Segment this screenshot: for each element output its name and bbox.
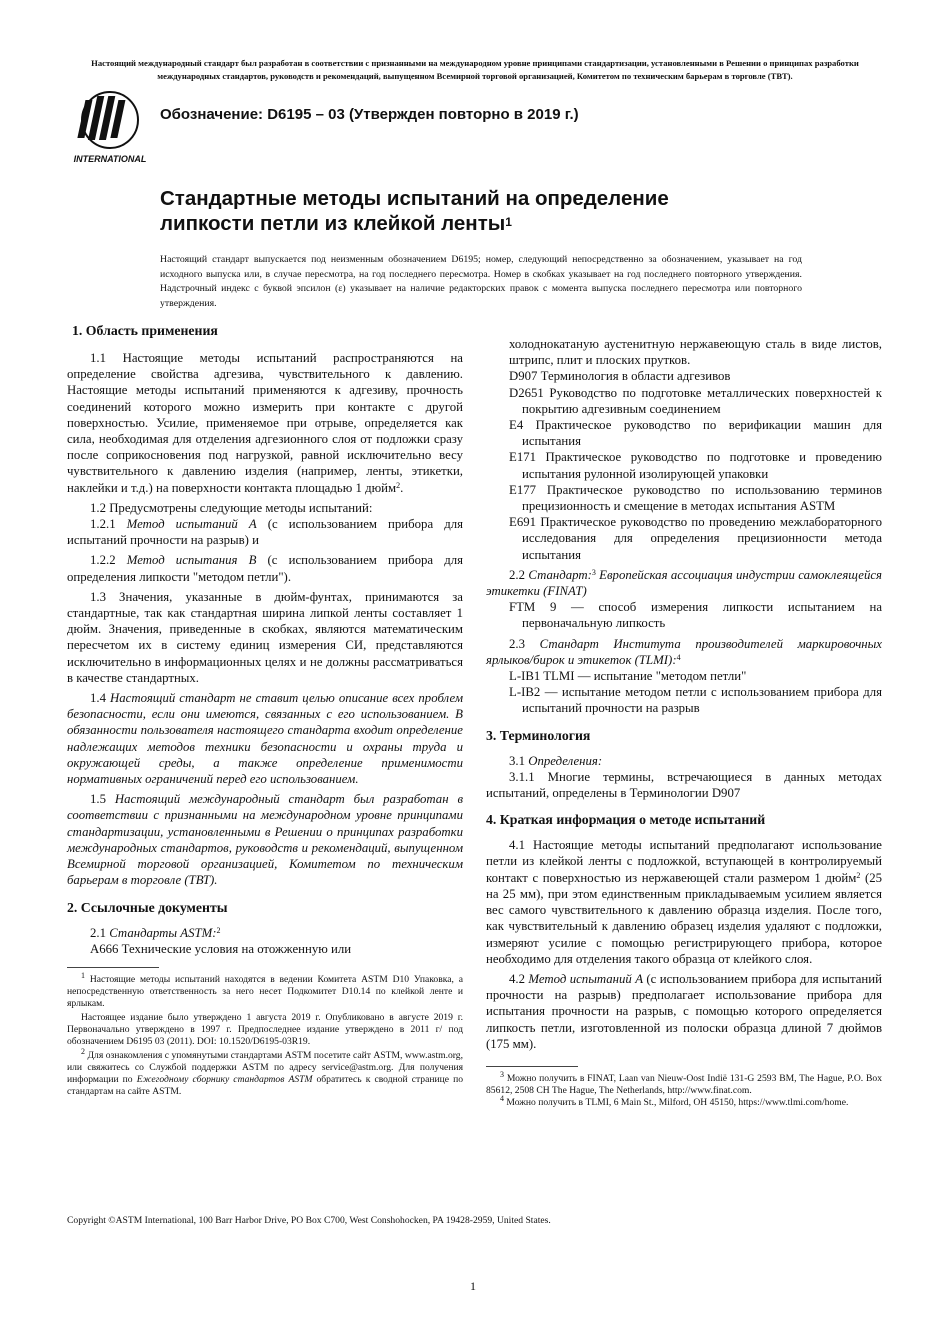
fn-num: 3: [500, 1069, 504, 1079]
para-1-5: [67, 791, 463, 888]
section-4-heading: 4. Краткая информация о методе испытаний: [486, 812, 766, 828]
title-line-1: Стандартные методы испытаний на определение: [160, 187, 669, 210]
footnote-ref: 4: [676, 652, 681, 662]
num: 1.2.1: [90, 517, 127, 532]
footnote-ref: 3: [591, 567, 596, 577]
para-1-2: 1.2 Предусмотрены следующие методы испытаний:: [90, 500, 373, 515]
tlmi-name: Стандарт Института производителей маркировочных ярлыков/бирок и этикеток (TLMI):: [486, 636, 882, 667]
para-1-1-text: 1.1 Настоящие методы испытаний распространяются на определение свойства адгезива, чувствительного к давлению. Настоящие методы испытаний применяются к адгезиву, прочность соединений которого можно измерить при контакте с другой поверхностью. Усилие, применяемое при отрыве, определяется как сила, необходимая для отделения адгезионного слоя от подложки сразу после соприкосновения под нагрузкой, равной исключительно весу чувствительного к давлению изделия (например, ленты, этикетки, наклейки и т.д.) на поверхности контакта площадью 1 дюйм: [67, 351, 463, 495]
para-text-rest: (25 на 25 мм), при этом единственным прикладываемым усилием является вес самого чувствительного к давлению образца изделия. После того, как чувствительный к давлению образец изделия удаляют с подложки, измеряют усилие с помощью регистрирующего прибора, которое необходимо для отделения такого образца от клейкого слоя.: [486, 870, 883, 966]
para-text: 4.1 Настоящие методы испытаний предполагают использование петли из клейкой ленты с подложкой, вступающей в контролируемый контакт с поверхностью из нержавеющей стали размером 1 дюйм: [486, 838, 882, 885]
footnote-1: [67, 970, 463, 1010]
footnote-ref: 2: [396, 480, 401, 490]
para-1-1: [67, 350, 463, 496]
fn-text: Можно получить в FINAT, Laan van Nieuw-Oost Indië 131-G 2593 BM, The Hague, P.O. Box 85612, 2508 CH The Hague, The Netherlands, http://www.finat.com.: [486, 1072, 882, 1096]
astm-logo: [66, 88, 154, 166]
para-4-2: [486, 971, 882, 1052]
ref-e177: E177 Практическое руководство по использованию терминов прецизионность и смещение в методах испытания ASTM: [509, 482, 882, 514]
section-3-heading: 3. Терминология: [486, 727, 591, 743]
num: 3.1: [509, 753, 529, 768]
footnote-divider: [486, 1066, 578, 1067]
definitions-label: Определения:: [528, 753, 603, 768]
method-a-name: Метод испытаний A: [126, 517, 257, 532]
footnote-1b: Настоящее издание было утверждено 1 августа 2019 г. Опубликовано в августе 2019 г. Первоначально утверждено в 1997 г. Предпоследнее издание утверждено в 2011 г/ под обозначением D6195 03 (2011). DOI: 10.1520/D6195-03R19.: [67, 1011, 463, 1047]
para-2-2: [486, 567, 882, 599]
ref-ftm9: FTM 9 — способ измерения липкости испытанием на первоначальную липкость: [509, 600, 882, 631]
left-column: [67, 322, 463, 1098]
fn-num: 1: [81, 970, 85, 980]
fn-num: 4: [500, 1093, 504, 1103]
title-line-2: липкости петли из клейкой ленты: [160, 212, 506, 235]
num: 1.5: [90, 792, 115, 807]
section-1-heading: 1. Область применения: [72, 323, 218, 338]
wto-text: Настоящий международный стандарт был разработан в соответствии с признанными на международном уровне принципами стандартизации, установленными в Решении о принципах разработки международных стандартов, руководств и рекомендаций, выпущенном Всемирной торговой организацией, Комитетом по техническим барьерам в торговле (ТВТ).: [67, 792, 463, 888]
section-2-heading: 2. Ссылочные документы: [67, 899, 228, 915]
ref-a666-cont: холоднокатаную аустенитную нержавеющую сталь в виде листов, штрипс, плит и плоских прутков.: [509, 337, 882, 368]
ref-lib2: L-IB2 — испытание методом петли с использованием прибора для испытаний прочности на разрыв: [509, 685, 882, 716]
para-1-2-2: [67, 552, 463, 584]
ref-e171: E171 Практическое руководство по подготовке и проведению испытания рулонной изолирующей упаковки: [509, 450, 882, 481]
method-b-name: Метод испытания B: [126, 553, 257, 568]
ref-d2651: D2651 Руководство по подготовке металлических поверхностей к покрытию адгезивным соединением: [509, 385, 882, 416]
num: 1.4: [90, 691, 111, 706]
num: 4.2: [509, 971, 529, 986]
para-1-4: [67, 690, 463, 787]
finat-label: Стандарт:: [528, 567, 592, 582]
footnote-4: [486, 1093, 882, 1109]
astm-standards-label: Стандарты ASTM:: [109, 925, 217, 940]
method-a-name: Метод испытаний A: [528, 971, 644, 986]
para-text: (с использованием прибора для определения липкости "методом петли").: [67, 553, 463, 584]
fn-em: Ежегодному сборнику стандартов ASTM: [136, 1073, 313, 1085]
para-text: (с использованием прибора для испытаний прочности на разрыв) предполагает использование прибора для испытания прочности на разрыв, с помощью которого определяется липкость петли, изготовленной из полоски образца длиной 7 дюймов (175 мм).: [486, 971, 882, 1051]
para-text: (с использованием прибора для испытаний прочности на разрыв) и: [67, 517, 463, 548]
para-2-3: [486, 636, 882, 668]
num: 2.3: [509, 636, 540, 651]
para-1-3: 1.3 Значения, указанные в дюйм-фунтах, принимаются за стандартные, так как стандартная ширина липкой ленты составляет 1 дюйм. Значения, приведенные в скобках, являются математическим пересчетом их в систему единиц измерения СИ, представляются исключительно в информационных целях и не должны рассматриваться в качестве стандартных.: [67, 589, 463, 685]
fn-num: 2: [81, 1046, 85, 1056]
para-2-1: [67, 925, 463, 941]
copyright-line: Copyright ©ASTM International, 100 Barr Harbor Drive, PO Box C700, West Conshohocken, PA 19428-2959, United States.: [67, 1215, 551, 1226]
footnotes-left: [67, 970, 463, 1098]
ref-e4: E4 Практическое руководство по верификации машин для испытания: [509, 418, 882, 449]
footnote-ref: 2: [216, 925, 221, 935]
num: 2.1: [90, 925, 110, 940]
footnote-2: [67, 1046, 463, 1098]
logo-text: INTERNATIONAL: [73, 154, 147, 164]
footnote-divider: [67, 967, 159, 968]
standard-designation: Обозначение: D6195 – 03 (Утвержден повторно в 2019 г.): [160, 106, 579, 123]
top-notice: Настоящий международный стандарт был разработан в соответствии с признанными на международном уровне принципами стандартизации, установленными в Решении о принципах разработки международных стандартов, руководств и рекомендаций, выпущенном Всемирной торговой организацией, Комитетом по техническим барьерам в торговле (ТВТ).: [91, 58, 859, 81]
ref-d907: D907 Терминология в области адгезивов: [509, 369, 731, 384]
astm-logo-icon: [66, 88, 154, 166]
num: 2.2: [509, 567, 529, 582]
para-4-1: [486, 837, 882, 967]
footnote-3: [486, 1069, 882, 1097]
right-column: [486, 336, 882, 1109]
title-footnote-ref: 1: [505, 215, 512, 229]
para-3-1: [486, 753, 882, 769]
ref-a666: A666 Технические условия на отожженную или: [90, 941, 352, 956]
fn-text: Для ознакомления с упомянутыми стандартами ASTM посетите сайт ASTM, www.astm.org, или свяжитесь со Службой поддержки ASTM по адресу service@astm.org. Для получения информации по: [67, 1049, 463, 1085]
para-3-1-1: 3.1.1 Многие термины, встречающиеся в данных методах испытаний, определены в Терминологии D907: [486, 769, 882, 801]
fn-text-end: обратитесь к сводной странице по стандартам на сайте ASTM.: [67, 1073, 463, 1097]
para-1-1-end: .: [400, 480, 404, 495]
page-number: 1: [470, 1279, 476, 1293]
document-title: [160, 186, 860, 236]
ref-lib1: L-IB1 TLMI — испытание "методом петли": [509, 669, 747, 684]
preface-note: Настоящий стандарт выпускается под неизменным обозначением D6195; номер, следующий непосредственно за обозначением, указывает на год исходного выпуска или, в случае пересмотра, на год последнего пересмотра. Номер в скобках указывает на год последнего повторного утверждения. Надстрочный индекс с буквой эпсилон (ε) указывает на наличие редакторских правок с момента выпуска последнего пересмотра или повторного утверждения.: [160, 254, 802, 309]
safety-text: Настоящий стандарт не ставит целью описание всех проблем безопасности, если они имеются, связанных с его использованием. В обязанности пользователя настоящего стандарта входит определение надлежащих методов техники безопасности и охраны труда и окружающей среды, а также определение применимости нормативных ограничений перед его использованием.: [67, 691, 463, 787]
num: 1.2.2: [90, 553, 127, 568]
fn-text: Можно получить в TLMI, 6 Main St., Milford, OH 45150, https://www.tlmi.com/home.: [506, 1096, 849, 1108]
para-1-2-1: [67, 516, 463, 548]
ref-e691: E691 Практическое руководство по проведению межлабораторного исследования для определения прецизионности метода испытания: [509, 515, 882, 562]
superscript: 2: [856, 870, 861, 880]
finat-name: Европейская ассоциация индустрии самоклеящейся этикетки (FINAT): [486, 567, 882, 599]
fn-text: Настоящие методы испытаний находятся в ведении Комитета ASTM D10 Упаковка, а непосредственную ответственность за него несет Подкомитет D10.14 по клейкой ленте и ярлыкам.: [67, 973, 463, 1009]
footnotes-right: [486, 1069, 882, 1109]
